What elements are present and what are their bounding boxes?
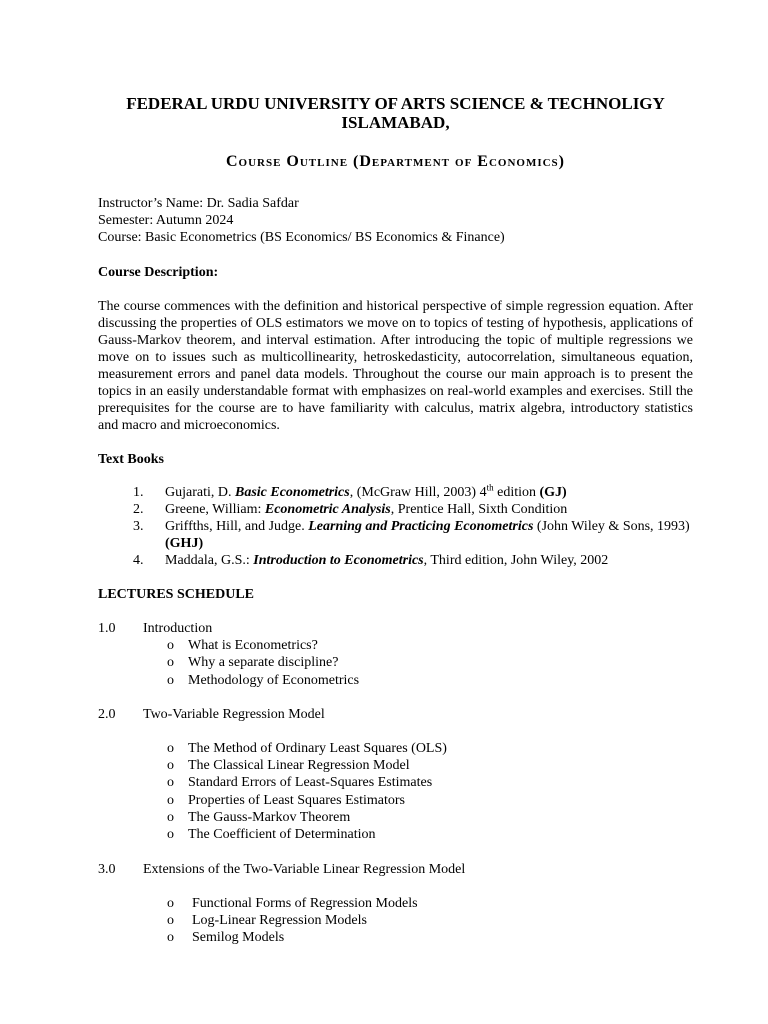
text-book-abbreviation: (GHJ) [165,536,204,551]
lecture-section [98,620,693,689]
course-description-text: The course commences with the definition and historical perspective of simple regression equation. After discussing the properties of OLS estimators we move on to topics of testing of hypothesis, applications of Gauss-Markov theorem, and interval estimation. After introducing the topic of multiple regressions we move on to issues such as multicollinearity, hetroskedasticity, autocorrelation, simultaneous equation, measurement errors and panel data models. Throughout the course our main approach is to present the topics in an easily understandable format with emphasizes on real-world examples and exercises. Still the prerequisites for the course are to have familiarity with calculus, matrix algebra, introductory statistics and macro and microeconomics. [98,299,693,433]
lecture-topic [167,740,693,757]
lecture-topic-label: Properties of Least Squares Estimators [188,792,405,808]
text-book-number [98,552,165,569]
bullet-icon: o [167,827,174,843]
lectures-schedule [98,620,693,947]
course-name: Course: Basic Econometrics (BS Economics/ BS Economics & Finance) [98,230,505,245]
text-book-item [98,501,693,518]
lecture-topic [167,672,693,689]
lecture-section [98,861,693,947]
lecture-topic-label: Functional Forms of Regression Models [192,895,418,911]
university-title-line1: FEDERAL URDU UNIVERSITY OF ARTS SCIENCE & TECHNOLIGY [126,94,665,113]
lecture-topic-label: The Coefficient of Determination [188,827,376,843]
instructor-name: Instructor’s Name: Dr. Sadia Safdar [98,196,299,211]
lecture-section-header [98,620,693,637]
text-book-citation [165,484,693,501]
bullet-icon: o [167,792,174,808]
bullet-icon: o [167,655,174,671]
bullet-icon: o [167,895,174,911]
lecture-topic-label: Methodology of Econometrics [188,672,360,688]
lecture-section-title: Introduction [143,621,213,636]
bullet-icon: o [167,930,174,946]
lecture-topic-label: The Classical Linear Regression Model [188,758,410,774]
text-book-title: Introduction to Econometrics [253,553,424,568]
semester: Semester: Autumn 2024 [98,213,234,228]
lecture-topic-label: Standard Errors of Least-Squares Estimates [188,775,433,791]
lecture-topic-label: The Gauss-Markov Theorem [188,810,351,826]
lecture-topic-label: Log-Linear Regression Models [192,912,367,928]
text-book-number [98,518,165,552]
text-book-number-label: 4. [133,553,144,568]
text-book-author: Gujarati, D. [165,485,235,500]
lecture-topic [167,654,693,671]
bullet-icon: o [167,758,174,774]
text-book-number [98,484,165,501]
lecture-section-number: 3.0 [98,861,116,877]
text-books-list [98,484,693,569]
bullet-icon: o [167,810,174,826]
lecture-topic-list [167,895,693,947]
lecture-topic [167,826,693,843]
lectures-schedule-heading: LECTURES SCHEDULE [98,587,254,602]
text-book-publisher: , Prentice Hall, Sixth Condition [390,502,568,517]
bullet-icon: o [167,672,174,688]
lecture-topic [167,774,693,791]
university-title [98,94,693,132]
text-book-publisher: , Third edition, John Wiley, 2002 [423,553,609,568]
text-book-title: Basic Econometrics [234,485,350,500]
text-book-publisher: , (McGraw Hill, 2003) 4 [349,485,487,500]
text-book-number-label: 2. [133,502,144,517]
lecture-section-number: 2.0 [98,706,116,722]
lecture-topic-list [167,637,693,689]
lecture-topic-label: What is Econometrics? [188,638,318,653]
lecture-topic [167,757,693,774]
text-book-abbreviation: (GJ) [539,485,567,500]
text-book-citation [165,501,693,518]
lecture-topic-list [167,740,693,844]
bullet-icon: o [167,740,174,756]
lecture-topic [167,912,693,929]
text-book-title: Learning and Practicing Econometrics [308,519,534,534]
university-title-line2: ISLAMABAD, [341,113,450,132]
text-books-heading: Text Books [98,452,165,467]
text-book-title: Econometric Analysis [264,502,391,517]
text-book-edition: edition [493,485,540,500]
text-book-author: Maddala, G.S.: [165,553,254,568]
lecture-topic [167,895,693,912]
text-book-number [98,501,165,518]
lecture-topic-label: Semilog Models [192,930,285,946]
text-book-citation [165,552,693,569]
lecture-section-header [98,706,693,723]
course-description-heading: Course Description: [98,265,219,280]
text-book-superscript: th [486,482,494,493]
text-book-item [98,518,693,552]
lecture-topic [167,792,693,809]
lecture-topic [167,929,693,946]
lecture-topic [167,637,693,654]
lecture-topic-label: Why a separate discipline? [188,655,339,671]
text-book-author: Greene, William: [165,502,265,517]
bullet-icon: o [167,912,174,928]
lecture-section-title: Two-Variable Regression Model [143,706,325,722]
text-book-citation [165,518,693,552]
text-book-publisher: (John Wiley & Sons, 1993) [533,519,690,534]
lecture-topic-label: The Method of Ordinary Least Squares (OLS) [188,740,447,756]
text-book-number-label: 3. [133,519,144,534]
bullet-icon: o [167,638,174,653]
text-book-author: Griffths, Hill, and Judge. [165,519,309,534]
lecture-topic [167,809,693,826]
course-info [98,195,693,246]
text-book-item [98,552,693,569]
text-book-item [98,484,693,501]
lecture-section-title: Extensions of the Two-Variable Linear Regression Model [143,861,466,877]
lecture-section [98,706,693,844]
bullet-icon: o [167,775,174,791]
course-outline-title: Course Outline (Department of Economics) [225,153,566,170]
document-content [98,94,693,947]
lecture-section-header [98,861,693,878]
lecture-section-number: 1.0 [98,621,116,636]
text-book-number-label: 1. [133,485,144,500]
